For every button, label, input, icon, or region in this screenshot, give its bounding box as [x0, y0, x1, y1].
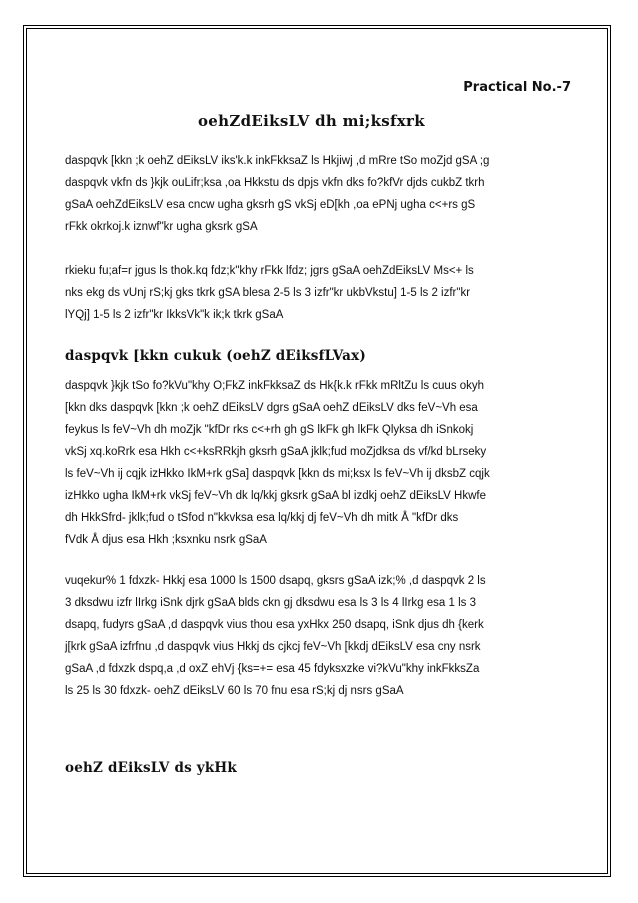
text-line: daspqvk [kkn ;k oehZ dEiksLV iks'k.k inkFkksaZ ls Hkjiwj ,d mRre tSo moZjd gSA ;g — [65, 155, 490, 167]
text-line: [kkn dks daspqvk [kkn ;k oehZ dEiksLV dgrs gSaA oehZ dEiksLV dks feV~Vh esa — [65, 402, 478, 414]
text-line: daspqvk }kjk tSo fo?kVu"khy O;FkZ inkFkksaZ ds Hk{k.k rFkk mRltZu ls cuus okyh — [65, 380, 485, 392]
text-line: vuqekur% 1 fdxzk- Hkkj esa 1000 ls 1500 dsapq, gksrs gSaA izk;% ,d daspqvk 2 ls — [65, 575, 486, 587]
text-line: j[krk gSaA izfrfnu ,d daspqvk vius Hkkj ds cjkcj feV~Vh [kkdj dEiksLV esa cny nsrk — [65, 641, 481, 653]
paragraph-2 — [65, 260, 565, 326]
text-line: rFkk okrkoj.k iznwf"kr ugha gksrk gSA — [65, 221, 258, 233]
paragraph-3 — [65, 375, 565, 551]
document-title: oehZdEiksLV dh mi;ksfxrk — [198, 112, 425, 130]
text-line: lYQj] 1-5 ls 2 izfr"kr IkksVk"k ik;k tkrk gSaA — [65, 309, 284, 321]
text-line: feykus ls feV~Vh dh moZjk "kfDr rks c<+rh gh gS lkFk gh lkFk Qlyksa dh iSnkokj — [65, 424, 474, 436]
text-line: ls 25 ls 30 fdxzk- oehZ dEiksLV 60 ls 70 fnu esa rS;kj dj nsrs gSaA — [65, 685, 404, 697]
text-line: izHkko ugha IkM+rk vkSj feV~Vh dk lq/kkj gksrk gSaA bl izdkj oehZ dEiksLV Hkwfe — [65, 490, 486, 502]
text-line: dsapq, fudyrs gSaA ,d daspqvk vius thou esa yxHkx 250 dsapq, iSnk djus dh {kerk — [65, 619, 484, 631]
text-line: dh HkkSfrd- jklk;fud o tSfod n"kkvksa esa lq/kkj dj feV~Vh dh mitk Å "kfDr dks — [65, 512, 459, 524]
text-line: fVdk Å djus esa Hkh ;ksxnku nsrk gSaA — [65, 534, 267, 546]
text-line: ls feV~Vh ij cqjk izHkko IkM+rk gSa] daspqvk [kkn ds mi;ksx ls feV~Vh ij dksbZ cqjk — [65, 468, 490, 480]
practical-number: Practical No.-7 — [463, 80, 571, 95]
text-line: rkieku fu;af=r jgus ls thok.kq fdz;k"khy rFkk lfdz; jgrs gSaA oehZdEiksLV Ms<+ ls — [65, 265, 474, 277]
text-line: gSaA ,d fdxzk dspq,a ,d oxZ ehVj {ks=+= esa 45 fdyksxzke vi?kVu"khy inkFkksZa — [65, 663, 480, 675]
text-line: nks ekg ds vUnj rS;kj gks tkrk gSA blesa 2-5 ls 3 izfr"kr ukbVkstu] 1-5 ls 2 izfr"kr — [65, 287, 471, 299]
text-line: 3 dksdwu izfr lIrkg iSnk djrk gSaA blds ckn gj dksdwu esa ls 3 ls 4 lIrkg esa 1 ls 3 — [65, 597, 476, 609]
section-heading: daspqvk [kkn cukuk (oehZ dEiksfLVax) — [65, 348, 366, 364]
paragraph-4 — [65, 570, 565, 702]
paragraph-1 — [65, 150, 565, 238]
text-line: gSaA oehZdEiksLV esa cncw ugha gksrh gS vkSj eD[kh ,oa ePNj ugha c<+rs gS — [65, 199, 476, 211]
text-line: vkSj xq.koRrk esa Hkh c<+ksRRkjh gksrh gSaA jklk;fud moZjdksa ds vf/kd bLrseky — [65, 446, 487, 458]
section-heading: oehZ dEiksLV ds ykHk — [65, 760, 237, 776]
text-line: daspqvk vkfn ds }kjk ouLifr;ksa ,oa Hkkstu ds dpjs vkfn dks fo?kfVr djds cukbZ tkrh — [65, 177, 485, 189]
